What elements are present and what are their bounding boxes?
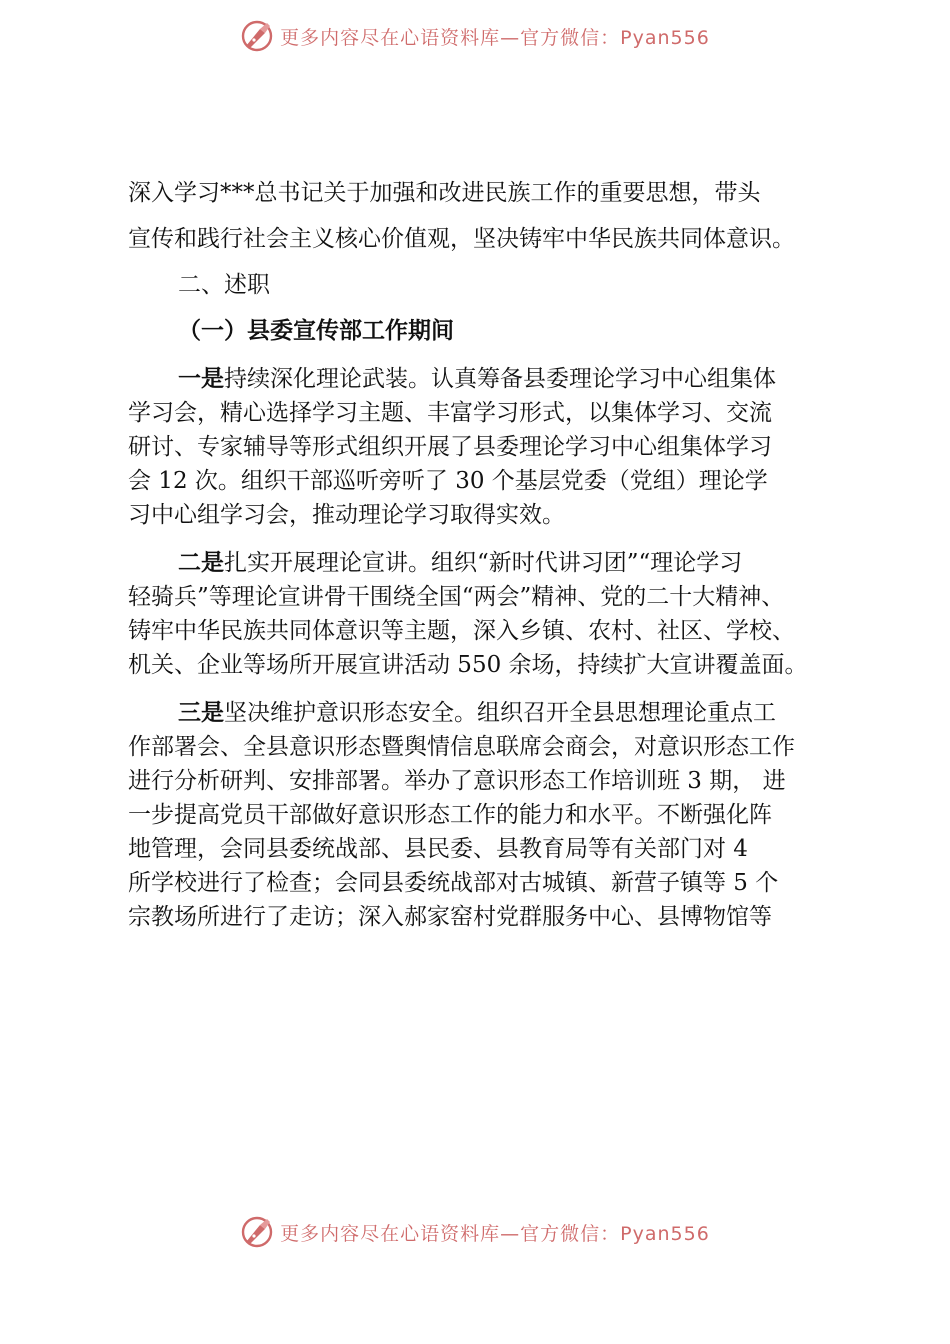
intro-line: 深入学习***总书记关于加强和改进民族工作的重要思想，带头: [128, 180, 761, 206]
fountain-pen-logo-icon: [240, 19, 274, 53]
paragraph-line: 习中心组学习会，推动理论学习取得实效。: [128, 502, 565, 528]
paragraph-lead: 二是: [178, 550, 224, 576]
paragraph-line: 进行分析研判、安排部署。举办了意识形态工作培训班 3 期， 进: [128, 768, 786, 794]
document-body: [128, 176, 858, 934]
paragraph-first-line: [128, 696, 858, 730]
paragraph-text: 扎实开展理论宣讲。组织“新时代讲习团”“理论学习: [224, 550, 743, 576]
section-title: 二、述职: [178, 272, 270, 298]
footer-watermark-text: 更多内容尽在心语资料库—官方微信：Pyan556: [280, 1222, 710, 1245]
paragraph-text: 坚决维护意识形态安全。组织召开全县思想理论重点工: [224, 700, 776, 726]
paragraph-line: 轻骑兵”等理论宣讲骨干围绕全国“两会”精神、党的二十大精神、: [128, 584, 785, 610]
header-watermark-text: 更多内容尽在心语资料库—官方微信：Pyan556: [280, 26, 710, 49]
paragraph-line: 学习会，精心选择学习主题、丰富学习形式，以集体学习、交流: [128, 400, 772, 426]
intro-line: 宣传和践行社会主义核心价值观，坚决铸牢中华民族共同体意识。: [128, 226, 795, 252]
paragraph-first-line: [128, 546, 858, 580]
paragraph-line: 机关、企业等场所开展宣讲活动 550 余场，持续扩大宣讲覆盖面。: [128, 652, 808, 678]
paragraph-line: 作部署会、全县意识形态暨舆情信息联席会商会，对意识形态工作: [128, 734, 795, 760]
subsection-title: （一）县委宣传部工作期间: [178, 318, 454, 344]
paragraph-text: 持续深化理论武装。认真筹备县委理论学习中心组集体: [224, 366, 776, 392]
paragraph-line: 研讨、专家辅导等形式组织开展了县委理论学习中心组集体学习: [128, 434, 772, 460]
paragraph-line: 一步提高党员干部做好意识形态工作的能力和水平。不断强化阵: [128, 802, 772, 828]
paragraph-line: 所学校进行了检查；会同县委统战部对古城镇、新营子镇等 5 个: [128, 870, 779, 896]
footer-watermark: [0, 1212, 950, 1252]
paragraph-line: 地管理，会同县委统战部、县民委、县教育局等有关部门对 4: [128, 836, 748, 862]
paragraph-line: 宗教场所进行了走访；深入郝家窑村党群服务中心、县博物馆等: [128, 904, 772, 930]
paragraph-first-line: [128, 362, 858, 396]
header-watermark: [0, 16, 950, 56]
paragraph-line: 会 12 次。组织干部巡听旁听了 30 个基层党委（党组）理论学: [128, 468, 768, 494]
paragraph-line: 铸牢中华民族共同体意识等主题，深入乡镇、农村、社区、学校、: [128, 618, 795, 644]
paragraph-lead: 一是: [178, 366, 224, 392]
fountain-pen-logo-icon: [240, 1215, 274, 1249]
paragraph-lead: 三是: [178, 700, 224, 726]
